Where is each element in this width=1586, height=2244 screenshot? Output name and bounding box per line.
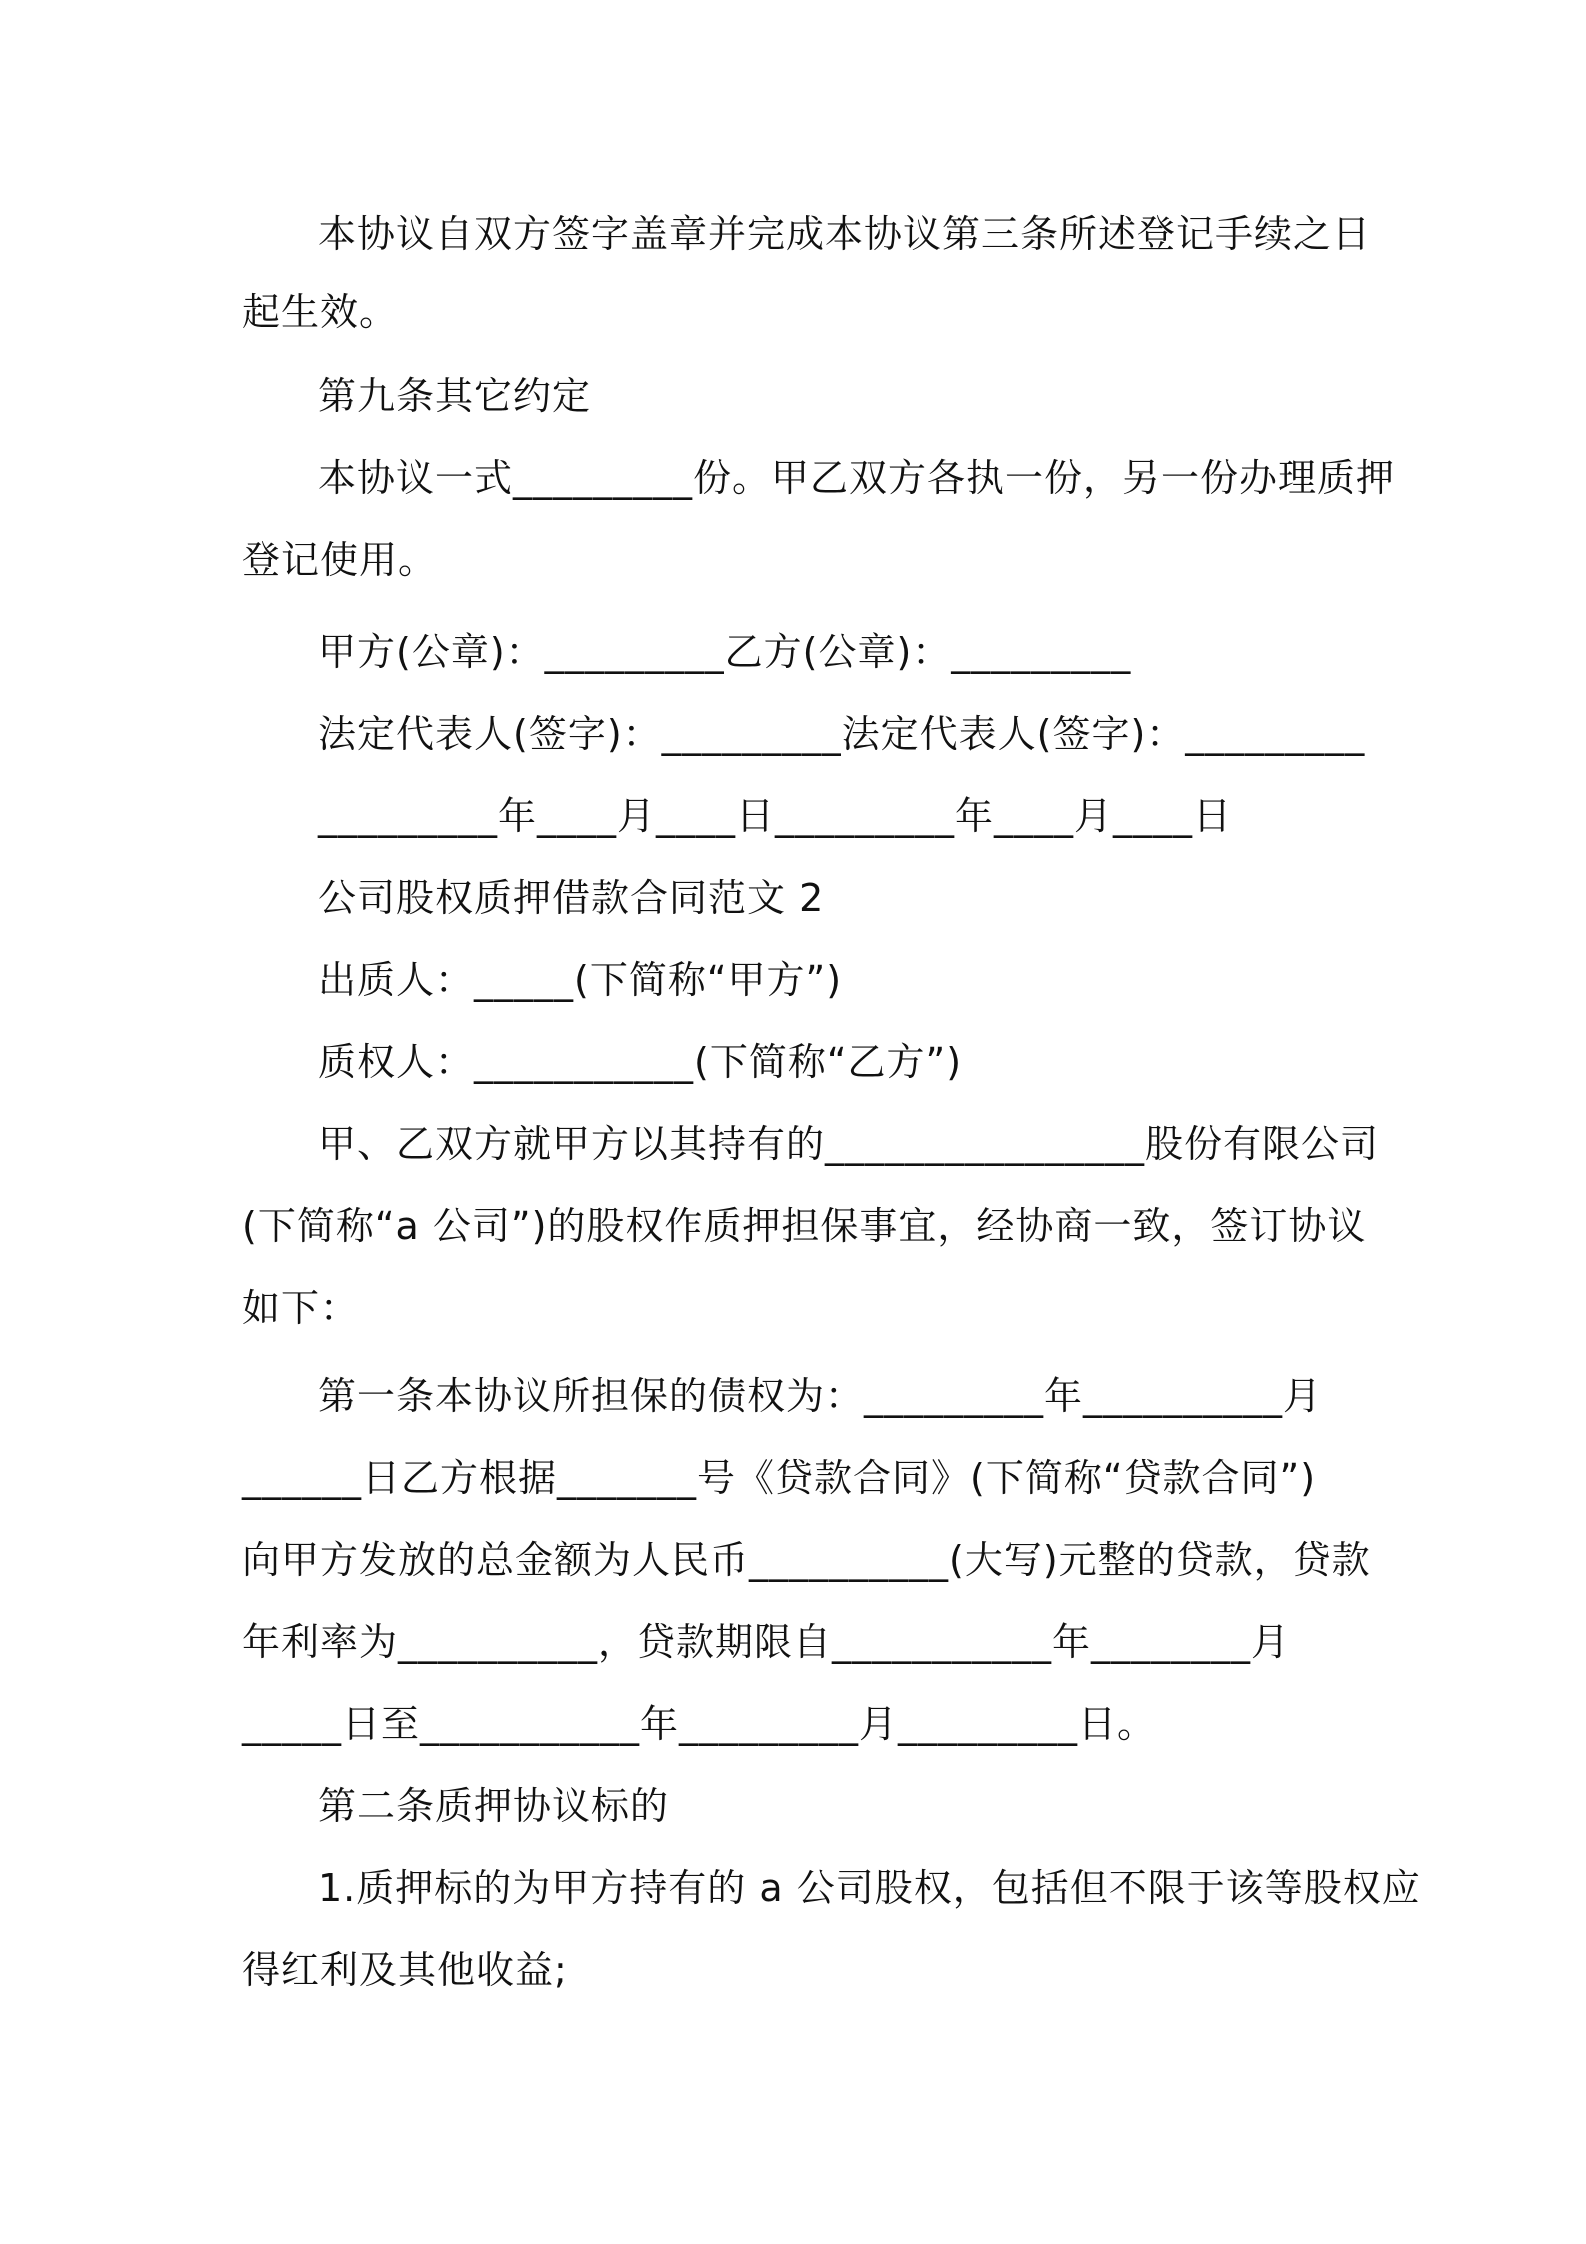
party-line: 质权人：___________(下简称“乙方”) — [318, 1040, 963, 1084]
paragraph-line: 甲、乙双方就甲方以其持有的________________股份有限公司 — [318, 1122, 1380, 1166]
paragraph-line: 如下： — [242, 1286, 360, 1330]
paragraph-line: 登记使用。 — [242, 538, 438, 582]
signature-line: 甲方(公章)：_________乙方(公章)：_________ — [318, 630, 1132, 674]
paragraph-line: 向甲方发放的总金额为人民币__________(大写)元整的贷款，贷款 — [242, 1538, 1371, 1582]
paragraph-line: ______日乙方根据_______号《贷款合同》(下简称“贷款合同”) — [242, 1456, 1317, 1500]
document-title: 公司股权质押借款合同范文 2 — [318, 876, 825, 920]
date-line: _________年____月____日_________年____月____日 — [318, 794, 1233, 838]
paragraph-line: _____日至___________年_________月_________日。 — [242, 1702, 1157, 1746]
section-heading: 第二条质押协议标的 — [318, 1784, 670, 1828]
paragraph-line: 第一条本协议所担保的债权为：_________年__________月 — [318, 1374, 1323, 1418]
paragraph-line: 本协议自双方签字盖章并完成本协议第三条所述登记手续之日 — [318, 212, 1372, 256]
section-heading: 第九条其它约定 — [318, 374, 592, 418]
party-line: 出质人：_____(下简称“甲方”) — [318, 958, 843, 1002]
paragraph-line: 本协议一式_________份。甲乙双方各执一份，另一份办理质押 — [318, 456, 1396, 500]
signature-line: 法定代表人(签字)：_________法定代表人(签字)：_________ — [318, 712, 1366, 756]
paragraph-line: 得红利及其他收益; — [242, 1948, 568, 1992]
paragraph-line: 1.质押标的为甲方持有的 a 公司股权，包括但不限于该等股权应 — [318, 1866, 1421, 1910]
paragraph-line: 起生效。 — [242, 290, 399, 334]
paragraph-line: (下简称“a 公司”)的股权作质押担保事宜，经协商一致，签订协议 — [242, 1204, 1367, 1248]
paragraph-line: 年利率为__________，贷款期限自___________年________月 — [242, 1620, 1291, 1664]
